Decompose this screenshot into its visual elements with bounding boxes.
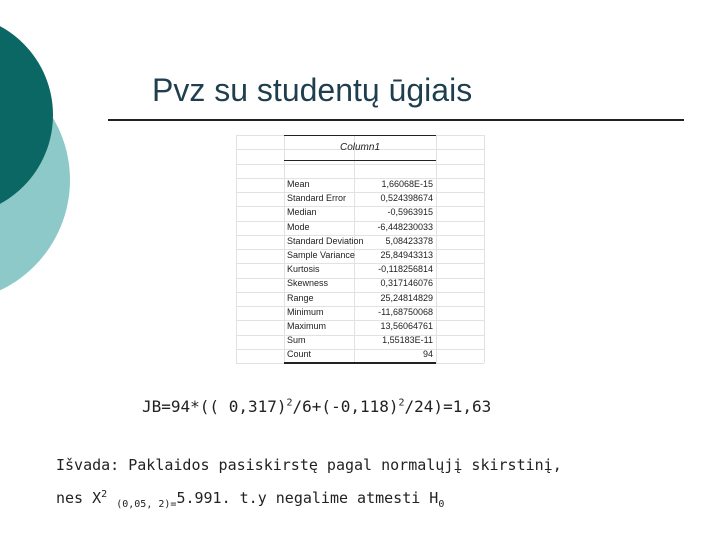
table-row (284, 348, 436, 364)
row-value: -0,118256814 (378, 264, 433, 275)
formula-part2: /6+(-0,118) (292, 397, 399, 416)
conclusion-line2-b: 5.991. t.y negalime atmesti H (176, 489, 439, 507)
h0-sub: 0 (438, 499, 445, 510)
row-label: Range (287, 292, 314, 303)
row-label: Standard Deviation (287, 235, 364, 246)
row-label: Standard Error (287, 193, 347, 204)
row-label: Minimum (287, 306, 324, 317)
row-value: 1,66068E-15 (381, 179, 433, 189)
grid-line-vertical (236, 135, 237, 363)
table-row (284, 277, 436, 291)
row-value: 25,24814829 (380, 292, 433, 303)
column-header: Column1 (284, 135, 436, 161)
row-label: Sample Variance (287, 250, 355, 260)
grid-line-vertical (484, 135, 485, 363)
conclusion-line1: Išvada: Paklaidos pasiskirstę pagal normalųjį skirstinį, (56, 456, 562, 474)
light-teal-circle (0, 58, 70, 302)
grid-line-vertical (436, 135, 437, 363)
row-label: Median (287, 207, 317, 218)
row-value: -11,68750068 (378, 306, 433, 317)
row-label: Mode (287, 221, 310, 232)
table-row (284, 292, 436, 306)
grid-line-horizontal (236, 164, 484, 165)
table-row (284, 263, 436, 277)
table-row (284, 334, 436, 348)
formula-sup1: 2 (286, 397, 293, 409)
row-label: Mean (287, 179, 310, 189)
row-label: Skewness (287, 278, 329, 289)
table-row (284, 235, 436, 249)
statistics-table (236, 135, 484, 363)
table-row (284, 192, 436, 206)
row-value: -6,448230033 (377, 221, 433, 232)
row-value: 25,84943313 (380, 250, 433, 260)
row-value: 94 (422, 349, 433, 360)
row-label: Sum (287, 335, 306, 346)
dark-teal-circle (0, 14, 53, 216)
formula-part3: /24)=1,63 (404, 397, 492, 416)
row-value: -0,5963915 (387, 207, 433, 218)
row-label: Count (287, 349, 312, 360)
formula-sup2: 2 (398, 397, 405, 409)
slide-title: Pvz su studentų ūgiais (152, 72, 473, 108)
table-row (284, 221, 436, 235)
row-value: 0,317146076 (380, 278, 433, 289)
table-row (284, 206, 436, 220)
row-value: 5,08423378 (385, 235, 433, 246)
row-value: 13,56064761 (380, 321, 433, 331)
table-row (284, 306, 436, 320)
table-row (284, 320, 436, 334)
table-row (284, 178, 436, 192)
conclusion-line2 (56, 489, 444, 510)
jb-formula (142, 397, 491, 416)
row-label: Kurtosis (287, 264, 320, 275)
row-value: 0,524398674 (380, 193, 433, 204)
row-value: 1,55183E-11 (382, 335, 433, 346)
title-underline (108, 119, 684, 121)
table-row (284, 249, 436, 263)
chi-square-sup: 2 (101, 489, 108, 500)
conclusion-line2-a: nes X (56, 489, 102, 507)
formula-part1: JB=94*(( 0,317) (142, 397, 287, 416)
chi-square-sub: (0,05, 2)= (116, 499, 177, 510)
row-label: Maximum (287, 321, 327, 331)
